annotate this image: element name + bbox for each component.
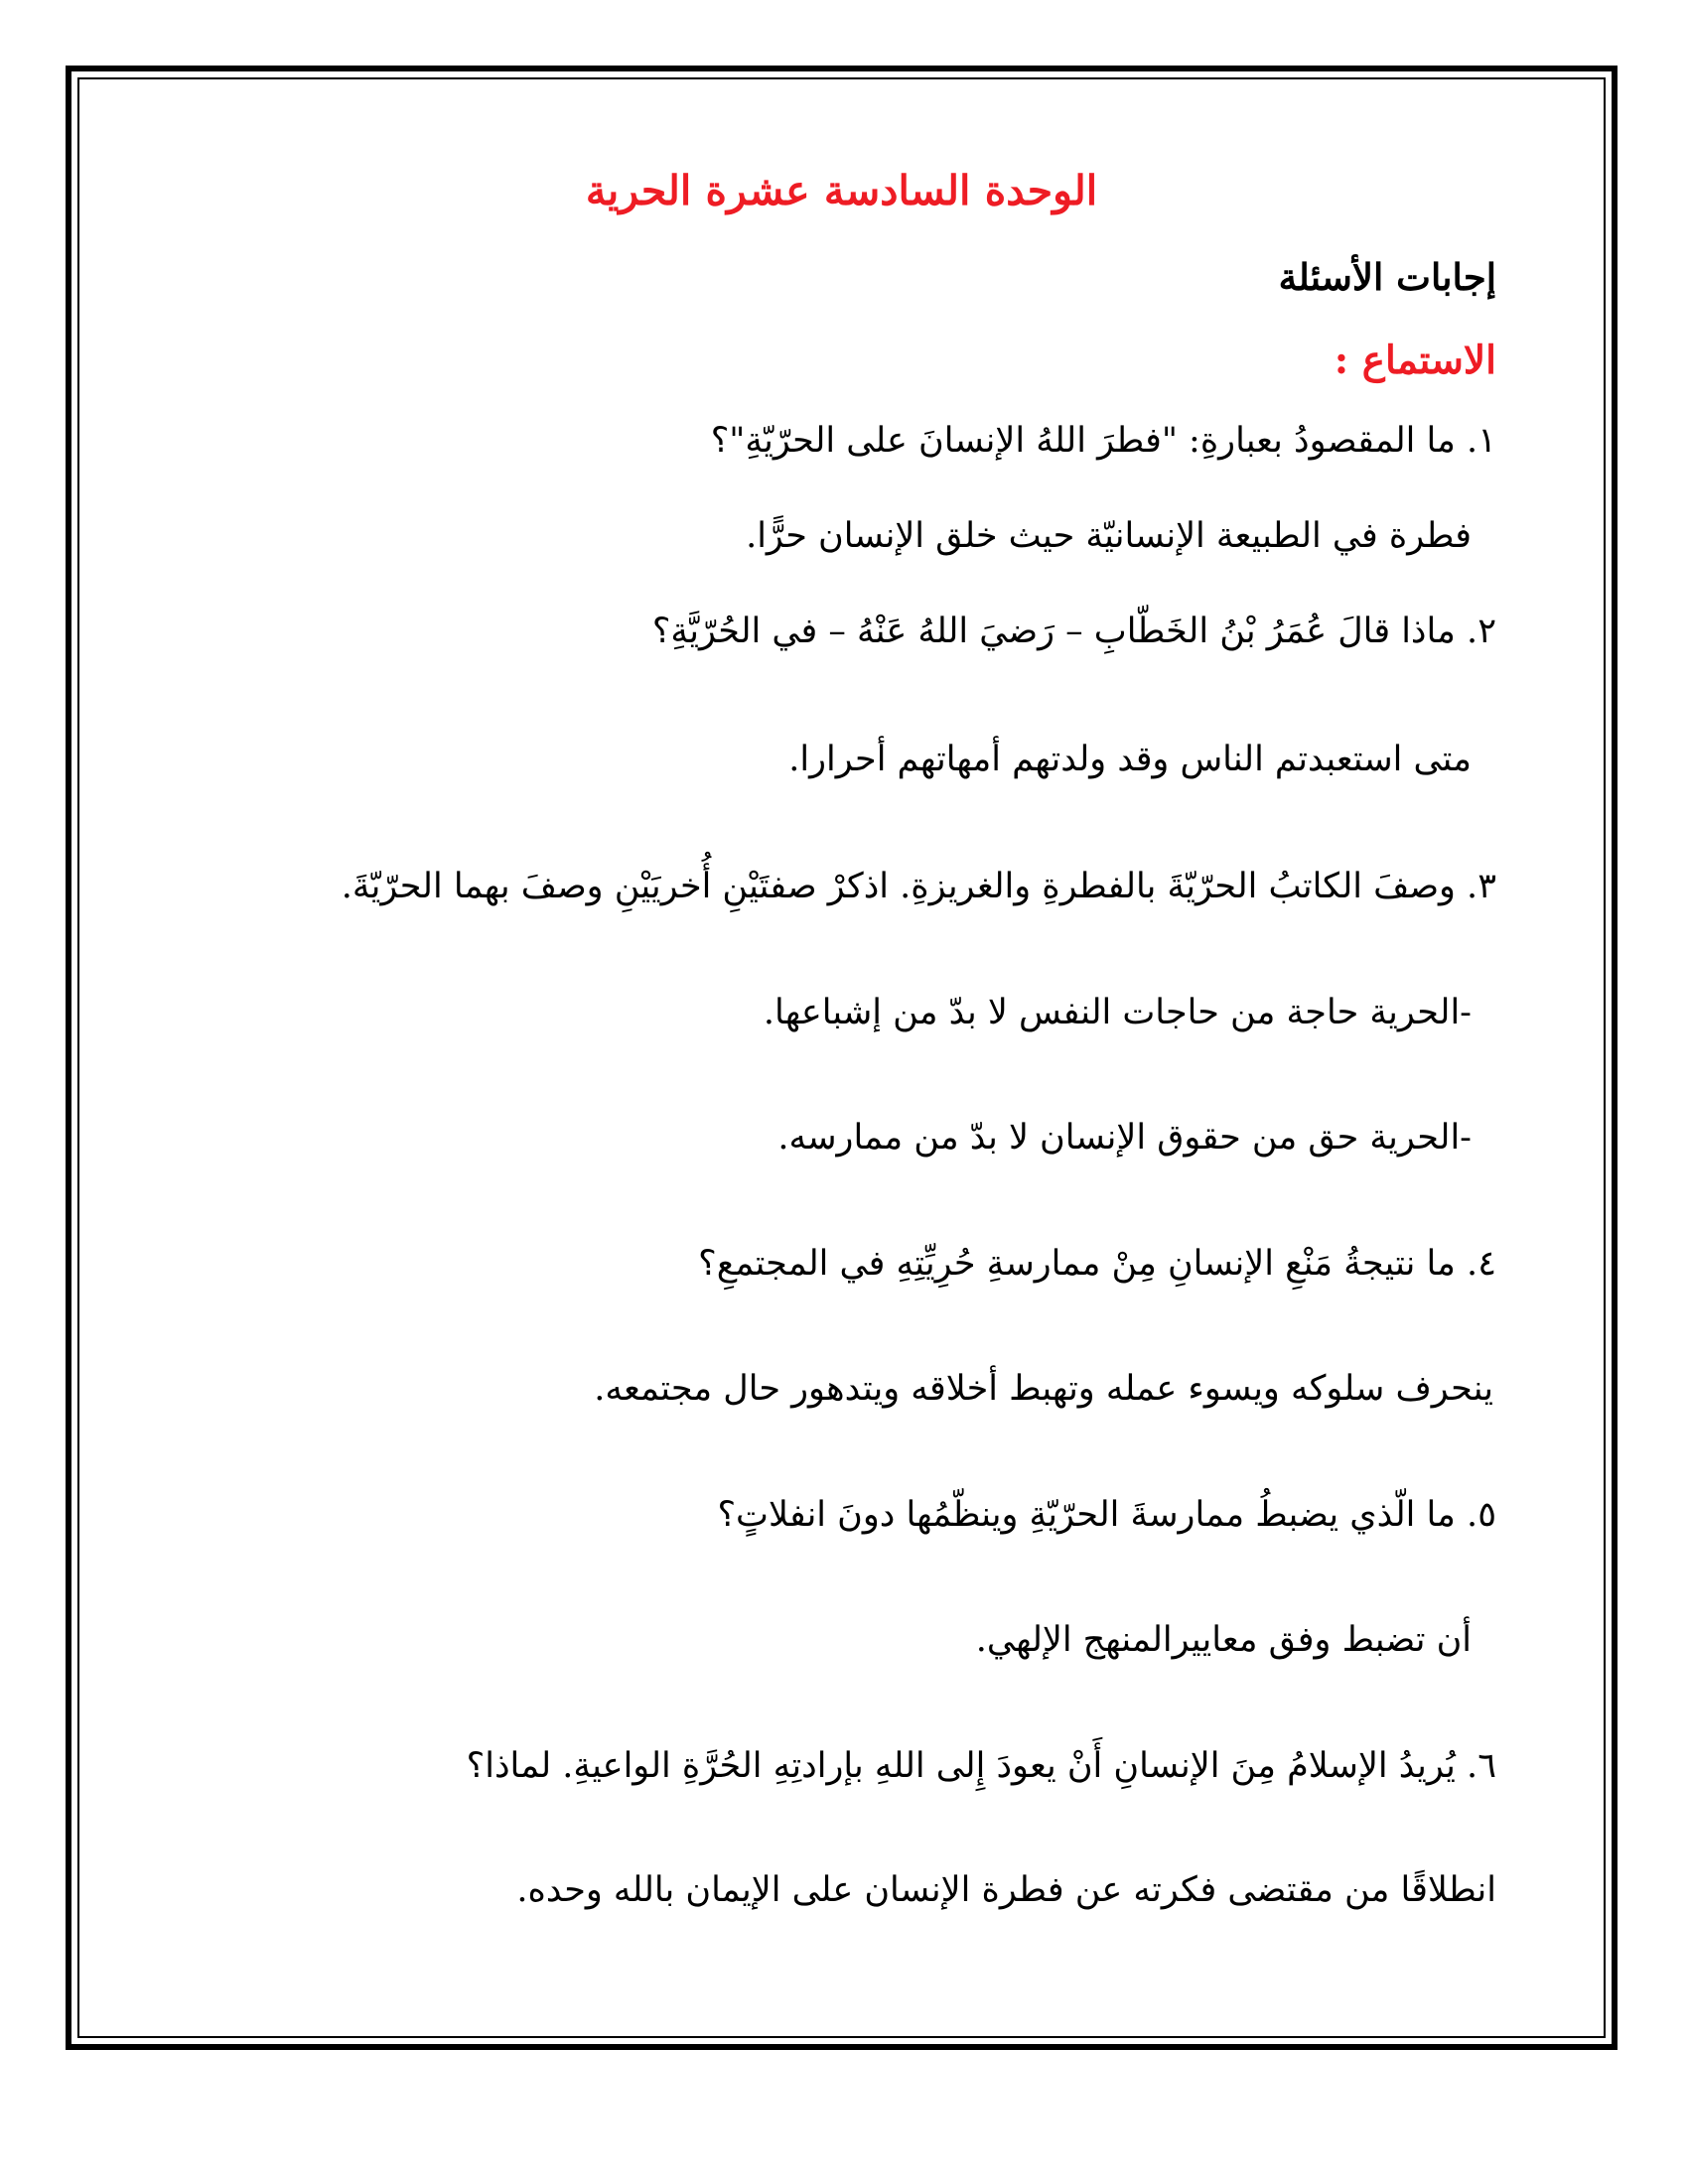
document-page xyxy=(77,77,1606,2038)
question-3: ٣. وصفَ الكاتبُ الحرّيّةَ بالفطرةِ والغريزةِ. اذكرْ صفتَيْنِ أُخريَيْنِ وصفَ بهما الحرّيّةَ. xyxy=(341,867,1496,906)
answer-6: انطلاقًا من مقتضى فكرته عن فطرة الإنسان على الإيمان بالله وحده. xyxy=(516,1870,1496,1910)
answer-2: متى استعبدتم الناس وقد ولدتهم أمهاتهم أحرارا. xyxy=(788,740,1472,779)
unit-title: الوحدة السادسة عشرة الحرية xyxy=(585,167,1098,214)
question-1: ١. ما المقصودُ بعبارةِ: "فطرَ اللهُ الإنسانَ على الحرّيّةِ"؟ xyxy=(710,421,1496,461)
question-4: ٤. ما نتيجةُ مَنْعِ الإنسانِ مِنْ ممارسةِ حُرِيِّتِهِ في المجتمعِ؟ xyxy=(698,1244,1496,1284)
answer-3a: -الحرية حاجة من حاجات النفس لا بدّ من إشباعها. xyxy=(763,993,1472,1032)
question-6: ٦. يُريدُ الإسلامُ مِنَ الإنسانِ أَنْ يعودَ إِلى اللهِ بإرادتِهِ الحُرَّةِ الواعيةِ. لماذا؟ xyxy=(466,1746,1496,1786)
answer-3b: -الحرية حق من حقوق الإنسان لا بدّ من ممارسه. xyxy=(777,1118,1472,1158)
answers-heading: إجابات الأسئلة xyxy=(1278,255,1496,299)
question-5: ٥. ما الّذي يضبطُ ممارسةَ الحرّيّةِ وينظّمُها دونَ انفلاتٍ؟ xyxy=(717,1495,1496,1535)
listening-section-heading: الاستماع : xyxy=(1334,338,1496,383)
answer-1: فطرة في الطبيعة الإنسانيّة حيث خلق الإنسان حرًّا. xyxy=(746,516,1472,556)
question-2: ٢. ماذا قالَ عُمَرُ بْنُ الخَطّابِ – رَضيَ اللهُ عَنْهُ – في الحُرّيَّةِ؟ xyxy=(651,612,1496,651)
answer-5: أن تضبط وفق معاييرالمنهج الإلهي. xyxy=(975,1620,1472,1660)
answer-4: ينحرف سلوكه ويسوء عمله وتهبط أخلاقه ويتدهور حال مجتمعه. xyxy=(594,1369,1493,1409)
